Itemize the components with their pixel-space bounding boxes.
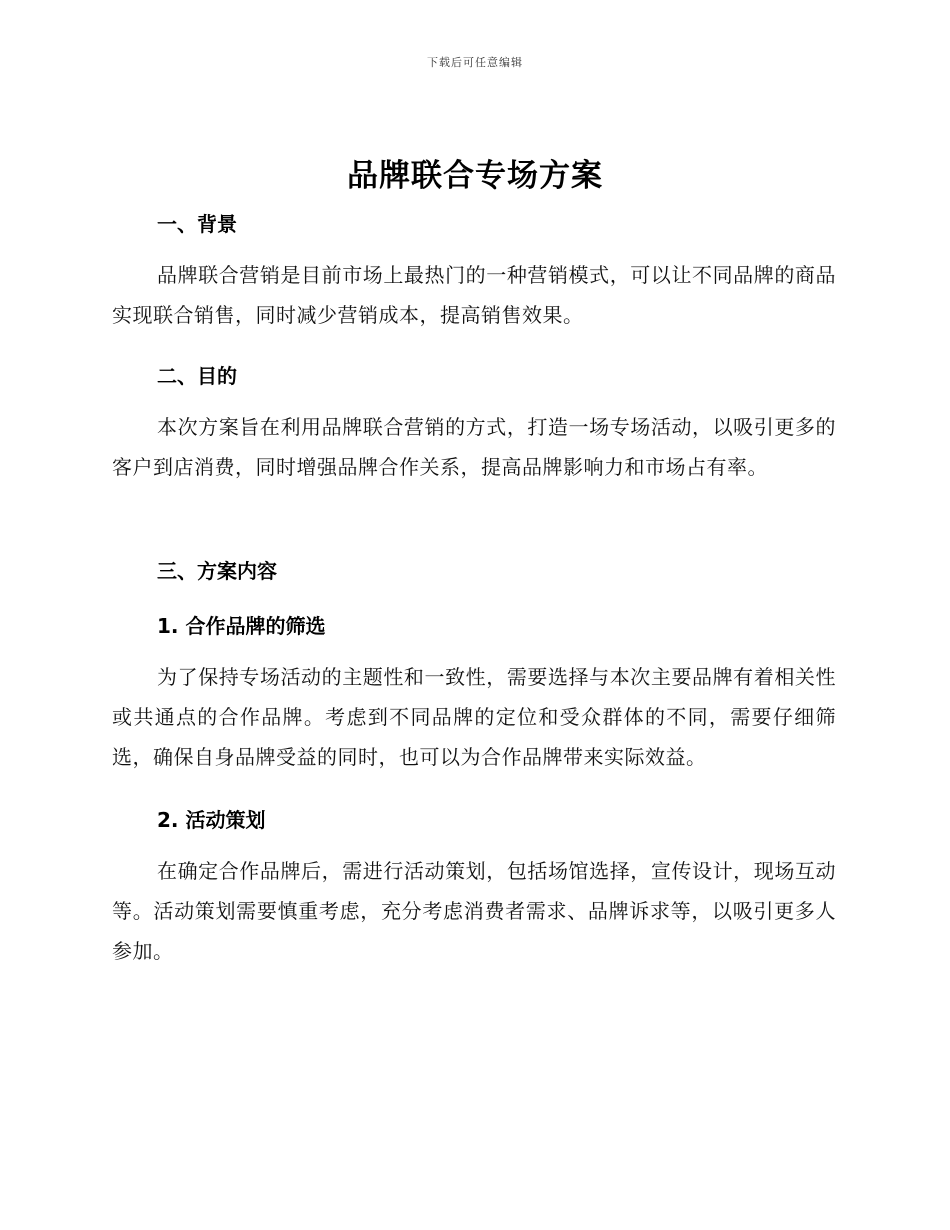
section-heading-background: 一、背景 <box>157 212 237 236</box>
paragraph-background: 品牌联合营销是目前市场上最热门的一种营销模式，可以让不同品牌的商品实现联合销售，同时减少营销成本，提高销售效果。 <box>112 263 836 327</box>
paragraph-event-planning: 在确定合作品牌后，需进行活动策划，包括场馆选择，宣传设计，现场互动等。活动策划需要慎重考虑，充分考虑消费者需求、品牌诉求等，以吸引更多人参加。 <box>112 859 836 963</box>
page-header: 下载后可任意编辑 <box>427 56 523 69</box>
paragraph-purpose: 本次方案旨在利用品牌联合营销的方式，打造一场专场活动，以吸引更多的客户到店消费，同时增强品牌合作关系，提高品牌影响力和市场占有率。 <box>112 415 836 479</box>
section-heading-plan: 三、方案内容 <box>157 559 277 583</box>
document-title: 品牌联合专场方案 <box>347 158 603 194</box>
subsection-heading-partner-selection: 1. 合作品牌的筛选 <box>157 614 326 638</box>
subsection-heading-event-planning: 2. 活动策划 <box>157 808 266 832</box>
paragraph-partner-selection: 为了保持专场活动的主题性和一致性，需要选择与本次主要品牌有着相关性或共通点的合作品牌。考虑到不同品牌的定位和受众群体的不同，需要仔细筛选，确保自身品牌受益的同时，也可以为合作品牌带来实际效益。 <box>112 665 836 769</box>
section-heading-purpose: 二、目的 <box>157 364 237 388</box>
